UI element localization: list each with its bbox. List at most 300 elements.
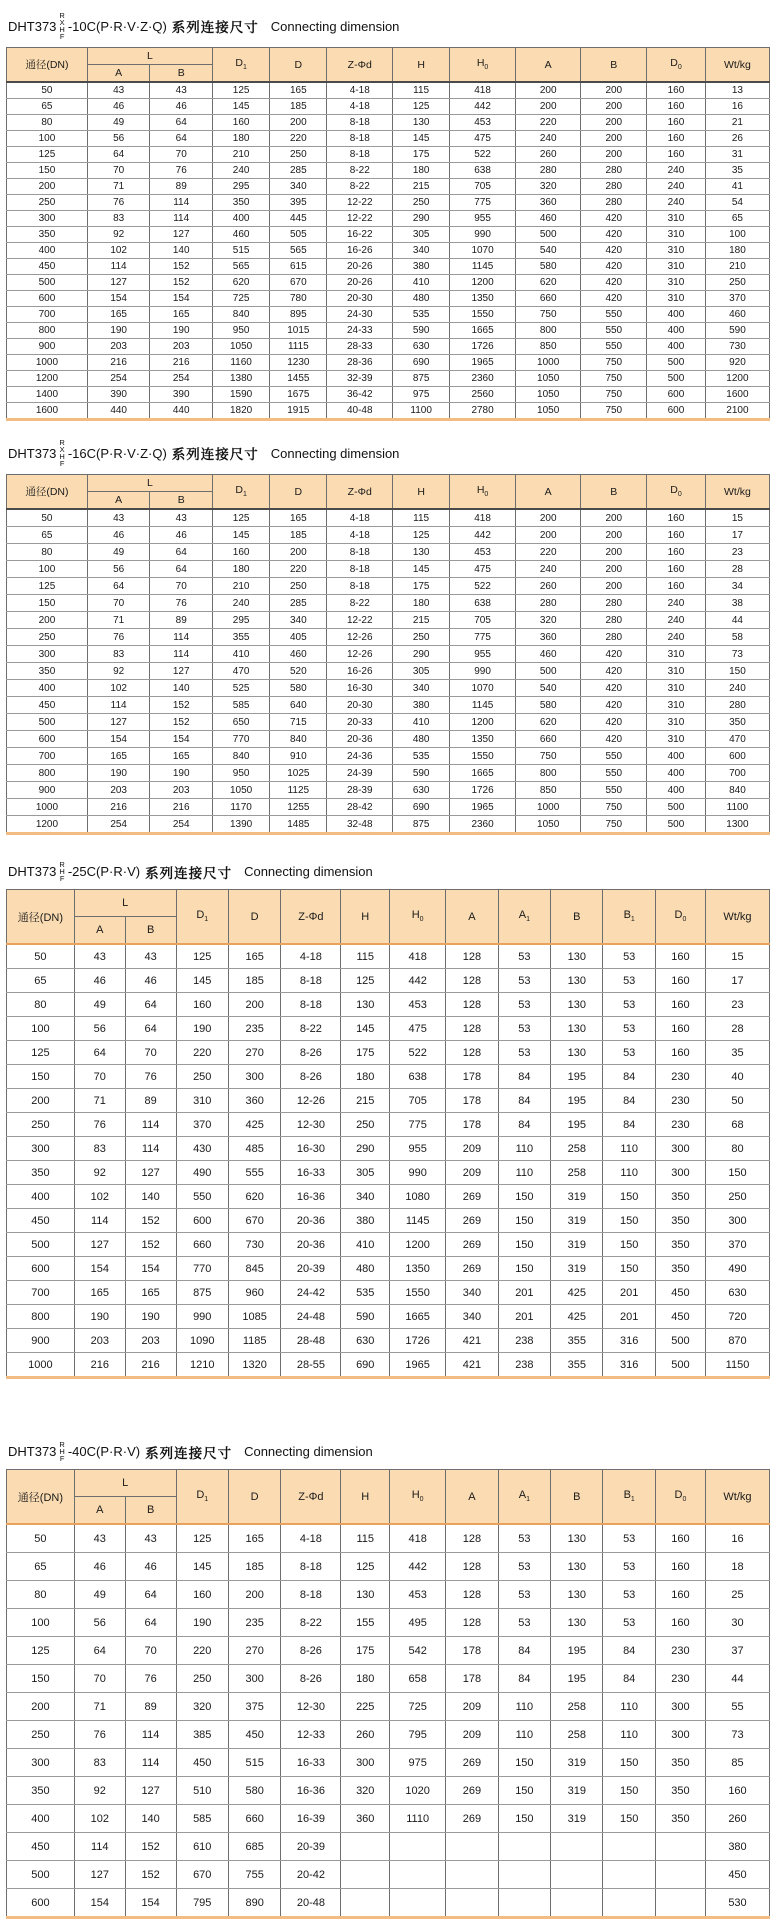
dimension-cell: 460 [515, 646, 581, 663]
dimension-cell: 44 [705, 612, 769, 629]
dimension-cell: 600 [7, 291, 88, 307]
dimension-cell: 56 [74, 1609, 125, 1637]
dimension-cell: 1350 [450, 731, 516, 748]
dimension-cell: 114 [125, 1749, 176, 1777]
table-row [7, 544, 770, 561]
dimension-cell: 1485 [270, 816, 327, 834]
dimension-cell: 1200 [705, 371, 769, 387]
dimension-cell: 53 [498, 993, 550, 1017]
dimension-cell: 175 [393, 147, 450, 163]
dimension-cell: 300 [341, 1749, 390, 1777]
dimension-cell: 1000 [7, 799, 88, 816]
dimension-cell: 76 [87, 195, 150, 211]
pressure-class: -40C(P·R·V) [67, 1444, 141, 1459]
model-code: DHT373 [8, 445, 57, 461]
dimension-cell: 670 [176, 1861, 228, 1889]
dimension-cell: 165 [74, 1281, 125, 1305]
dimension-cell: 80 [7, 1581, 75, 1609]
dimension-cell: 845 [228, 1257, 280, 1281]
dimension-cell: 1230 [270, 355, 327, 371]
variant-letter: F [59, 459, 65, 468]
dimension-cell: 690 [341, 1353, 390, 1378]
dimension-cell: 258 [551, 1137, 603, 1161]
dimension-cell: 480 [393, 731, 450, 748]
dimension-cell: 540 [515, 243, 581, 259]
dimension-cell: 250 [705, 275, 769, 291]
dimension-cell: 490 [176, 1161, 228, 1185]
dimension-cell: 64 [74, 1041, 125, 1065]
variant-letter: H [59, 25, 65, 34]
dimension-cell: 145 [341, 1017, 390, 1041]
dimension-cell: 8-18 [327, 131, 393, 147]
dimension-cell: 4-18 [327, 99, 393, 115]
dimension-cell: 195 [551, 1637, 603, 1665]
dimension-cell: 280 [581, 595, 647, 612]
dimension-cell: 580 [515, 259, 581, 275]
dimension-cell [551, 1861, 603, 1889]
column-header: $H_0$ [450, 475, 516, 510]
dimension-cell: 150 [603, 1805, 655, 1833]
dimension-cell: 1200 [450, 275, 516, 291]
column-header: $D_1$ [213, 475, 270, 510]
dimension-cell: 73 [705, 1721, 769, 1749]
dimension-cell: 128 [446, 1524, 498, 1553]
dimension-cell: 8-18 [327, 544, 393, 561]
dimension-cell: 690 [393, 355, 450, 371]
dimension-cell: 16-33 [281, 1749, 341, 1777]
column-header: H [341, 890, 390, 945]
dimension-cell: 70 [150, 578, 213, 595]
dimension-cell: 500 [655, 1353, 705, 1378]
dimension-cell: 128 [446, 1017, 498, 1041]
dimension-cell: 46 [74, 1553, 125, 1581]
table-row [7, 1041, 770, 1065]
dimension-cell: 340 [446, 1281, 498, 1305]
dimension-cell: 340 [270, 612, 327, 629]
dimension-cell: 150 [603, 1209, 655, 1233]
dimension-cell: 154 [74, 1257, 125, 1281]
dimension-cell: 180 [341, 1065, 390, 1089]
column-header: $A_1$ [498, 1470, 550, 1525]
dimension-cell: 630 [705, 1281, 769, 1305]
dimension-cell: 490 [705, 1257, 769, 1281]
dimension-cell: 160 [655, 1609, 705, 1637]
dimension-cell: 140 [150, 243, 213, 259]
dimension-cell: 84 [498, 1665, 550, 1693]
dimension-cell: 540 [515, 680, 581, 697]
dimension-cell: 100 [7, 1017, 75, 1041]
dimension-cell: 370 [176, 1113, 228, 1137]
dimension-cell: 280 [581, 195, 647, 211]
dimension-cell: 1380 [213, 371, 270, 387]
dimension-cell: 84 [603, 1089, 655, 1113]
dimension-cell: 310 [647, 680, 706, 697]
dimension-cell: 53 [498, 1609, 550, 1637]
dimension-cell: 280 [581, 629, 647, 646]
dimension-cell: 1200 [450, 714, 516, 731]
table-row [7, 1113, 770, 1137]
dimension-cell: 1665 [450, 323, 516, 339]
dimension-cell: 70 [125, 1041, 176, 1065]
dimension-cell: 160 [655, 1041, 705, 1065]
dimension-cell: 305 [341, 1161, 390, 1185]
dimension-cell: 500 [647, 799, 706, 816]
dimension-cell: 685 [228, 1833, 280, 1861]
dimension-cell: 203 [87, 782, 150, 799]
dimension-cell: 43 [150, 82, 213, 99]
dimension-cell: 8-18 [281, 1581, 341, 1609]
dimension-cell: 750 [515, 748, 581, 765]
dimension-cell: 160 [647, 578, 706, 595]
dimension-cell: 600 [647, 387, 706, 403]
dimension-cell: 240 [515, 131, 581, 147]
dimension-cell: 127 [125, 1161, 176, 1185]
dimension-cell: 154 [87, 731, 150, 748]
dimension-cell: 565 [270, 243, 327, 259]
dimension-cell: 975 [390, 1749, 446, 1777]
column-header: A [87, 492, 150, 510]
dimension-cell: 750 [581, 403, 647, 420]
dimension-cell [341, 1889, 390, 1918]
dimension-cell: 310 [647, 211, 706, 227]
dimension-cell: 440 [150, 403, 213, 420]
dimension-cell: 580 [270, 680, 327, 697]
dimension-cell: 64 [150, 544, 213, 561]
dimension-cell: 395 [270, 195, 327, 211]
dimension-cell: 1965 [450, 799, 516, 816]
dimension-cell: 71 [74, 1089, 125, 1113]
dimension-cell: 17 [705, 527, 769, 544]
dimension-cell: 705 [450, 179, 516, 195]
dimension-cell: 20-36 [281, 1209, 341, 1233]
dimension-cell: 250 [341, 1113, 390, 1137]
dimension-cell: 1000 [515, 355, 581, 371]
dimension-cell: 840 [213, 748, 270, 765]
dimension-cell: 20-33 [327, 714, 393, 731]
dimension-cell: 450 [228, 1721, 280, 1749]
dimension-cell: 238 [498, 1329, 550, 1353]
dimension-cell: 350 [7, 1161, 75, 1185]
dimension-cell: 209 [446, 1693, 498, 1721]
dimension-cell: 650 [213, 714, 270, 731]
column-header: 通径(DN) [7, 890, 75, 945]
dimension-cell: 900 [7, 339, 88, 355]
dimension-cell: 18 [705, 1553, 769, 1581]
dimension-cell: 4-18 [281, 944, 341, 969]
dimension-cell: 350 [655, 1257, 705, 1281]
dimension-cell: 620 [515, 714, 581, 731]
dimension-cell: 1000 [7, 1353, 75, 1378]
dimension-cell: 750 [581, 799, 647, 816]
dimension-cell: 1145 [450, 697, 516, 714]
dimension-cell: 180 [213, 561, 270, 578]
dimension-cell: 405 [270, 629, 327, 646]
dimension-cell: 160 [705, 1777, 769, 1805]
dimension-cell: 43 [74, 1524, 125, 1553]
dimension-cell: 750 [581, 387, 647, 403]
dimension-cell: 150 [7, 163, 88, 179]
dimension-cell: 660 [515, 731, 581, 748]
dimension-cell: 190 [176, 1609, 228, 1637]
dimension-cell: 215 [341, 1089, 390, 1113]
dimension-cell: 500 [7, 714, 88, 731]
dimension-cell: 355 [551, 1329, 603, 1353]
dimension-cell: 230 [655, 1089, 705, 1113]
dimension-cell: 8-22 [327, 595, 393, 612]
dimension-cell: 150 [498, 1209, 550, 1233]
dimension-cell: 160 [647, 115, 706, 131]
dimension-cell: 114 [150, 646, 213, 663]
dimension-cell: 30 [705, 1609, 769, 1637]
dimension-cell: 84 [498, 1065, 550, 1089]
dimension-cell: 260 [705, 1805, 769, 1833]
dimension-cell: 300 [655, 1161, 705, 1185]
table-title-16c [8, 439, 770, 467]
dimension-cell: 955 [450, 646, 516, 663]
table-row [7, 799, 770, 816]
dimension-cell: 53 [498, 969, 550, 993]
dimension-cell: 1115 [270, 339, 327, 355]
pressure-class: -10C(P·R·V·Z·Q) [67, 18, 167, 34]
dimension-cell: 155 [341, 1609, 390, 1637]
dimension-cell: 1965 [450, 355, 516, 371]
dimension-cell: 100 [7, 1609, 75, 1637]
dimension-cell: 125 [341, 969, 390, 993]
dimension-cell: 620 [213, 275, 270, 291]
table-row [7, 969, 770, 993]
dimension-cell: 8-26 [281, 1065, 341, 1089]
dimension-cell: 16-33 [281, 1161, 341, 1185]
dimension-cell: 190 [87, 323, 150, 339]
dimension-cell: 216 [87, 355, 150, 371]
dimension-cell: 25 [705, 1581, 769, 1609]
dimension-cell: 76 [125, 1065, 176, 1089]
dimension-cell: 43 [87, 82, 150, 99]
dimension-cell: 450 [7, 697, 88, 714]
dimension-cell: 280 [705, 697, 769, 714]
dimension-cell: 150 [603, 1777, 655, 1805]
dimension-cell: 800 [7, 323, 88, 339]
variant-letter: R [59, 11, 65, 20]
dimension-cell: 150 [705, 1161, 769, 1185]
dimension-cell: 350 [655, 1185, 705, 1209]
dimension-cell: 235 [228, 1609, 280, 1637]
dimension-cell: 12-33 [281, 1721, 341, 1749]
dimension-cell: 200 [581, 99, 647, 115]
dimension-cell: 1455 [270, 371, 327, 387]
dimension-cell: 160 [213, 115, 270, 131]
dimension-cell: 150 [498, 1749, 550, 1777]
table-row [7, 1553, 770, 1581]
column-header: B [125, 917, 176, 945]
dimension-cell: 200 [581, 578, 647, 595]
variant-letter: H [59, 452, 65, 461]
column-header: Z-Φd [281, 1470, 341, 1525]
dimension-cell: 53 [498, 1524, 550, 1553]
dimension-cell: 220 [270, 131, 327, 147]
dimension-cell [341, 1833, 390, 1861]
dimension-cell: 580 [228, 1777, 280, 1805]
model-code: DHT373 [8, 18, 57, 34]
table-row [7, 403, 770, 420]
dimension-cell: 64 [87, 147, 150, 163]
dimension-cell: 165 [228, 1524, 280, 1553]
dimension-cell: 300 [655, 1693, 705, 1721]
dimension-cell: 755 [228, 1861, 280, 1889]
dimension-cell: 160 [647, 544, 706, 561]
dimension-cell: 64 [125, 993, 176, 1017]
table-title-40c [8, 1441, 770, 1462]
dimension-cell: 505 [270, 227, 327, 243]
dimension-cell: 36-42 [327, 387, 393, 403]
dimension-cell: 20-39 [281, 1257, 341, 1281]
dimension-cell: 750 [581, 355, 647, 371]
dimension-cell: 310 [647, 663, 706, 680]
dimension-cell: 125 [7, 1041, 75, 1065]
dimension-cell: 4-18 [281, 1524, 341, 1553]
dimension-cell: 84 [603, 1065, 655, 1089]
dimension-cell: 89 [150, 612, 213, 629]
dimension-cell: 24-48 [281, 1305, 341, 1329]
dimension-cell: 310 [647, 697, 706, 714]
dimension-cell: 38 [705, 595, 769, 612]
variant-letter-stack [59, 861, 64, 882]
dimension-cell: 23 [705, 993, 769, 1017]
dimension-cell: 300 [655, 1721, 705, 1749]
variant-letter: F [59, 874, 65, 883]
series-title-cn: 系列连接尺寸 [171, 447, 259, 462]
dimension-cell: 875 [393, 816, 450, 834]
dimension-cell: 285 [270, 595, 327, 612]
dimension-cell: 125 [176, 1524, 228, 1553]
dimension-cell: 1600 [7, 403, 88, 420]
model-code: DHT373 [8, 1444, 57, 1459]
dimension-cell: 140 [125, 1185, 176, 1209]
dimension-cell: 128 [446, 1581, 498, 1609]
dimension-cell: 522 [450, 147, 516, 163]
dimension-cell: 305 [393, 663, 450, 680]
dimension-cell: 1665 [390, 1305, 446, 1329]
dimension-cell: 165 [150, 748, 213, 765]
table-row [7, 307, 770, 323]
variant-letter: R [59, 1440, 65, 1449]
dimension-cell: 152 [125, 1209, 176, 1233]
dimension-cell: 453 [390, 993, 446, 1017]
dimension-cell: 130 [393, 115, 450, 131]
dimension-cell: 210 [705, 259, 769, 275]
column-header: H [393, 475, 450, 510]
dimension-cell: 535 [393, 748, 450, 765]
dimension-cell: 300 [7, 646, 88, 663]
dimension-cell: 670 [228, 1209, 280, 1233]
dimension-cell: 254 [87, 371, 150, 387]
dimension-cell: 40 [705, 1065, 769, 1089]
dimension-cell: 70 [74, 1065, 125, 1089]
dimension-cell: 150 [603, 1233, 655, 1257]
dimension-cell: 165 [87, 748, 150, 765]
dimension-cell: 590 [393, 765, 450, 782]
dimension-cell: 380 [393, 697, 450, 714]
dimension-cell: 178 [446, 1665, 498, 1693]
dimension-cell: 130 [551, 1609, 603, 1637]
dimension-cell: 220 [176, 1637, 228, 1665]
table-row [7, 291, 770, 307]
dimension-cell: 750 [581, 371, 647, 387]
dimension-cell: 20-26 [327, 259, 393, 275]
column-header: Z-Φd [327, 48, 393, 83]
dimension-cell: 110 [603, 1693, 655, 1721]
dimension-cell: 316 [603, 1353, 655, 1378]
dimension-cell: 65 [705, 211, 769, 227]
table-row [7, 1305, 770, 1329]
dimension-cell: 1150 [705, 1353, 769, 1378]
dimension-cell: 600 [705, 748, 769, 765]
dimension-cell: 410 [393, 714, 450, 731]
table-row [7, 765, 770, 782]
dimension-cell: 515 [228, 1749, 280, 1777]
dimension-cell: 110 [498, 1721, 550, 1749]
dimension-cell: 152 [150, 259, 213, 275]
dimension-cell: 1170 [213, 799, 270, 816]
dimension-cell: 300 [228, 1665, 280, 1693]
dimension-cell: 150 [498, 1257, 550, 1281]
dimension-cell: 600 [7, 1889, 75, 1918]
dimension-cell: 203 [150, 782, 213, 799]
dimension-cell: 53 [603, 1041, 655, 1065]
column-header: A [446, 1470, 498, 1525]
dimension-cell: 190 [176, 1017, 228, 1041]
dimension-cell: 420 [581, 211, 647, 227]
dimension-cell: 185 [228, 1553, 280, 1581]
dimension-cell: 340 [341, 1185, 390, 1209]
dimension-cell: 630 [341, 1329, 390, 1353]
dimension-cell: 1050 [213, 339, 270, 355]
dimension-cell: 453 [450, 544, 516, 561]
dimension-cell: 201 [498, 1281, 550, 1305]
dimension-cell: 340 [393, 243, 450, 259]
dimension-cell: 420 [581, 714, 647, 731]
dimension-cell: 1050 [213, 782, 270, 799]
variant-letter: H [59, 867, 65, 876]
dimension-cell: 500 [647, 371, 706, 387]
dimension-cell: 290 [393, 211, 450, 227]
dimension-cell: 585 [176, 1805, 228, 1833]
dimension-cell: 550 [176, 1185, 228, 1209]
dimension-cell: 165 [125, 1281, 176, 1305]
dimension-cell: 420 [581, 227, 647, 243]
dimension-cell: 1100 [705, 799, 769, 816]
dimension-cell: 1200 [7, 371, 88, 387]
dimension-cell: 280 [581, 179, 647, 195]
dimension-cell: 1145 [390, 1209, 446, 1233]
dimension-cell: 15 [705, 944, 769, 969]
dimension-cell: 1550 [450, 748, 516, 765]
dimension-cell: 470 [213, 663, 270, 680]
dimension-cell [603, 1889, 655, 1918]
dimension-cell: 130 [551, 1017, 603, 1041]
dimension-cell: 114 [87, 697, 150, 714]
dimension-cell: 360 [515, 195, 581, 211]
dimension-cell: 4-18 [327, 527, 393, 544]
column-header: $D_0$ [647, 475, 706, 510]
dimension-cell: 522 [390, 1041, 446, 1065]
dimension-cell: 220 [515, 544, 581, 561]
dimension-cell: 895 [270, 307, 327, 323]
dimension-cell: 410 [341, 1233, 390, 1257]
dimension-cell: 442 [450, 99, 516, 115]
dimension-cell: 310 [176, 1089, 228, 1113]
dimension-cell: 522 [450, 578, 516, 595]
